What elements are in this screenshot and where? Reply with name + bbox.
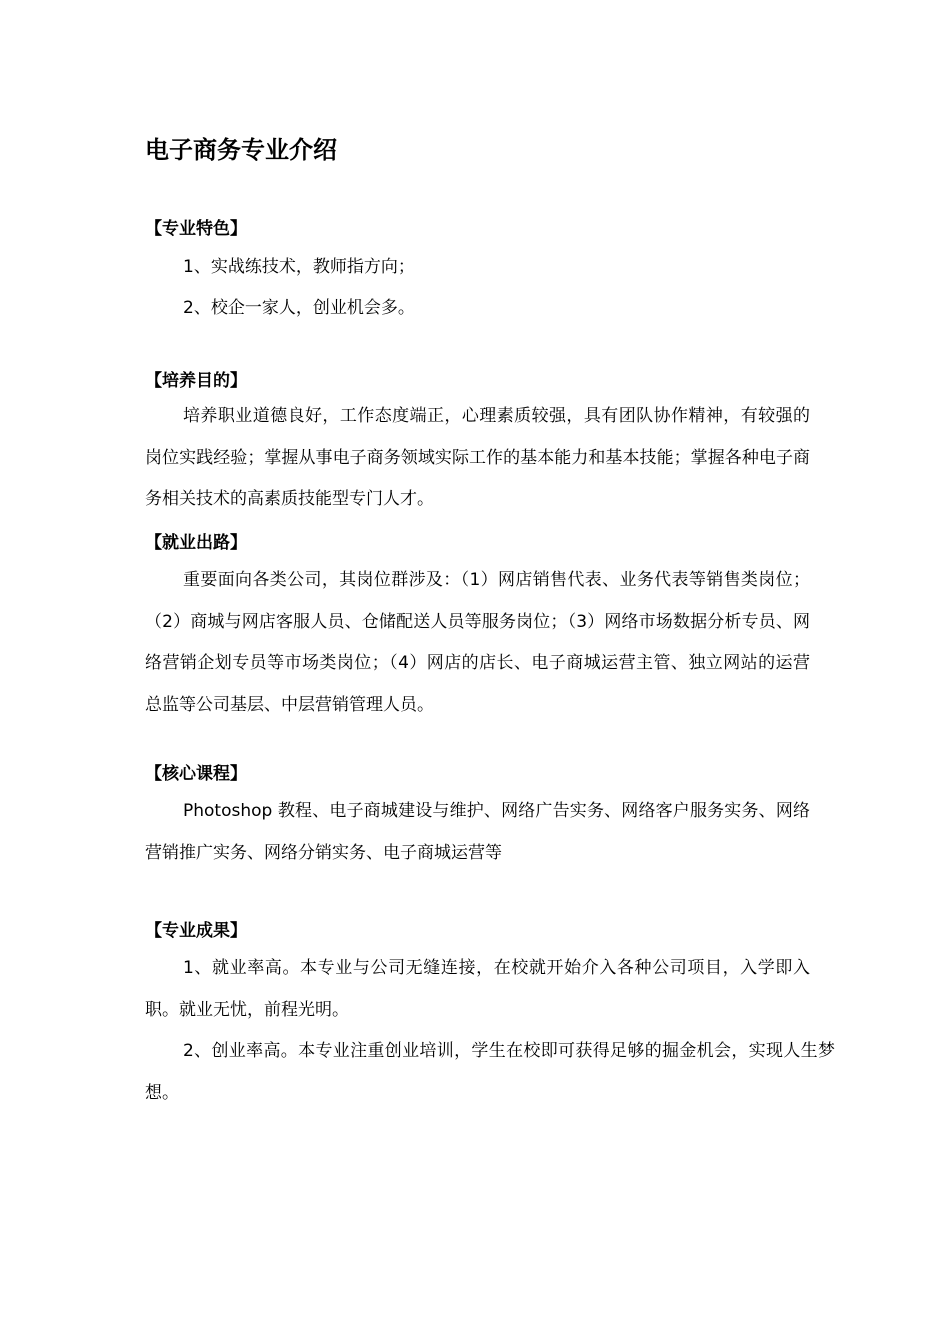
- result-item-1: 1、就业率高。本专业与公司无缝连接，在校就开始介入各种公司项目，入学即入职。就业无忧，前程光明。: [145, 958, 810, 1020]
- section-heading-career: 【就业出路】: [145, 533, 247, 553]
- feature-item-1: 1、实战练技术，教师指方向；: [183, 257, 415, 277]
- section-heading-courses: 【核心课程】: [145, 764, 247, 784]
- result-item-2: 2、创业率高。本专业注重创业培训，学生在校即可获得足够的掘金机会，实现人生梦想。: [145, 1041, 835, 1103]
- page-title: 电子商务专业介绍: [145, 136, 337, 164]
- courses-paragraph: Photoshop 教程、电子商城建设与维护、网络广告实务、网络客户服务实务、网络营销推广实务、网络分销实务、电子商城运营等: [145, 801, 810, 863]
- career-paragraph: 重要面向各类公司，其岗位群涉及：（1）网店销售代表、业务代表等销售类岗位；（2）商城与网店客服人员、仓储配送人员等服务岗位；（3）网络市场数据分析专员、网络营销企划专员等市场类岗位；（4）网店的店长、电子商城运营主管、独立网站的运营总监等公司基层、中层营销管理人员。: [145, 570, 810, 715]
- section-heading-goal: 【培养目的】: [145, 371, 247, 391]
- goal-paragraph: 培养职业道德良好，工作态度端正，心理素质较强，具有团队协作精神，有较强的岗位实践经验；掌握从事电子商务领域实际工作的基本能力和基本技能；掌握各种电子商务相关技术的高素质技能型专门人才。: [145, 406, 810, 509]
- feature-item-2: 2、校企一家人，创业机会多。: [183, 298, 415, 318]
- section-heading-results: 【专业成果】: [145, 921, 247, 941]
- section-heading-features: 【专业特色】: [145, 219, 247, 239]
